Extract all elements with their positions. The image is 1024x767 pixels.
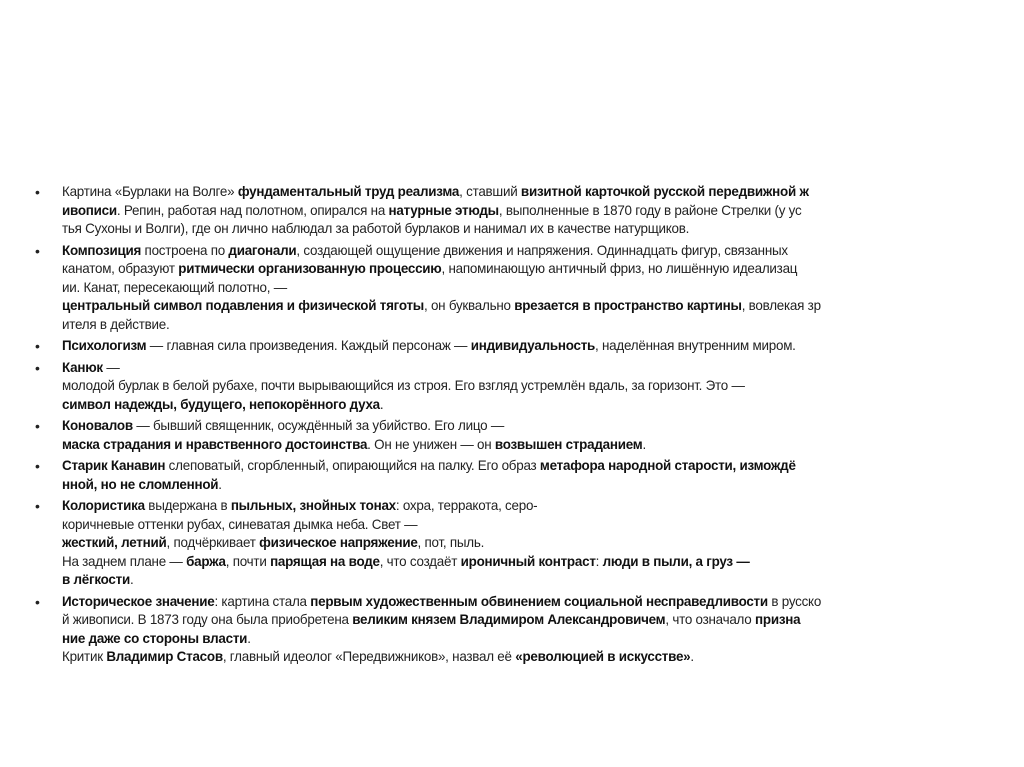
- bold-text: люди в пыли, а груз —: [602, 553, 750, 569]
- text: На заднем плане —: [62, 553, 187, 569]
- list-item: [0, 359, 1024, 415]
- list-item: [0, 337, 1024, 356]
- text: , подчёркивает: [166, 535, 260, 550]
- text: . Репин, работая над полотном, опирался на: [116, 202, 389, 218]
- bold-text: возвышен страданием: [494, 436, 643, 452]
- bold-text: парящая на воде: [270, 553, 380, 569]
- bullet-icon: •: [35, 184, 40, 200]
- bullet-icon: •: [35, 359, 40, 376]
- text: — бывший священник, осуждённый за убийство. Его лицо —: [132, 418, 505, 433]
- text-line: [62, 359, 1012, 378]
- text-line: [62, 516, 1012, 535]
- bold-text: метафора народной старости, измождё: [539, 458, 796, 473]
- bold-text: Композиция: [62, 242, 142, 258]
- text: .: [642, 436, 646, 452]
- text-line: [62, 316, 1012, 335]
- text: , наделённая внутренним миром.: [595, 338, 796, 353]
- list-item: [0, 593, 1024, 667]
- text: слеповатый, сгорбленный, опирающийся на палку. Его образ: [165, 458, 540, 473]
- bold-text: ритмически организованную процессию: [178, 261, 442, 276]
- text-line: [62, 279, 1012, 298]
- text-line: [62, 534, 1012, 553]
- text: , создающей ощущение движения и напряжения. Одиннадцать фигур, связанных: [296, 242, 788, 258]
- text: ии. Канат, пересекающий полотно, —: [62, 279, 287, 295]
- bold-text: первым художественным обвинением социальной несправедливости: [310, 593, 768, 609]
- text-line: [62, 242, 1012, 261]
- text: в русско: [767, 593, 822, 609]
- text-line: [62, 396, 1012, 415]
- text: тья Сухоны и Волги), где он лично наблюдал за работой бурлаков и нанимал их в качестве натурщиков.: [62, 221, 690, 236]
- text: канатом, образуют: [62, 261, 179, 276]
- bold-text: призна: [755, 612, 801, 627]
- bold-text: ивописи: [62, 202, 117, 218]
- text: . Он не унижен — он: [367, 436, 495, 452]
- bold-text: Старик Канавин: [62, 458, 166, 473]
- bullet-icon: •: [35, 498, 40, 514]
- text: Картина «Бурлаки на Волге»: [62, 184, 238, 199]
- text: :: [595, 553, 603, 569]
- bold-text: в лёгкости: [62, 572, 130, 587]
- bullet-list: [0, 183, 1024, 670]
- text: , почти: [225, 553, 271, 569]
- bold-text: «революцией в искусстве»: [515, 649, 691, 664]
- bold-text: Колористика: [62, 498, 145, 513]
- text: — главная сила произведения. Каждый персонаж —: [146, 338, 471, 353]
- text-line: [62, 417, 1012, 436]
- text-line: [62, 630, 1012, 649]
- bullet-icon: •: [35, 458, 40, 474]
- text: коричневые оттенки рубах, синеватая дымка неба. Свет —: [62, 516, 418, 532]
- text: ителя в действие.: [62, 316, 170, 332]
- bold-text: великим князем Владимиром Александровичем: [352, 612, 666, 627]
- text-line: [62, 337, 1012, 356]
- text: , пот, пыль.: [417, 535, 485, 550]
- bold-text: физическое напряжение: [259, 535, 418, 550]
- text: построена по: [141, 242, 229, 258]
- bold-text: символ надежды, будущего, непокорённого духа: [62, 396, 380, 412]
- text: .: [218, 476, 222, 492]
- text-line: [62, 476, 1012, 495]
- bold-text: визитной карточкой русской передвижной ж: [520, 184, 809, 199]
- bold-text: диагонали: [228, 242, 297, 258]
- list-item: [0, 183, 1024, 239]
- text: й живописи. В 1873 году она была приобретена: [62, 612, 353, 627]
- bold-text: Историческое значение: [62, 593, 215, 609]
- bullet-icon: •: [35, 338, 40, 354]
- bold-text: Коновалов: [62, 418, 133, 433]
- text: , что означало: [665, 612, 756, 627]
- list-item: [0, 242, 1024, 335]
- list-item: [0, 457, 1024, 494]
- bold-text: Психологизм: [62, 338, 147, 353]
- text: , он буквально: [423, 298, 515, 313]
- text-line: [62, 457, 1012, 476]
- text-line: [62, 497, 1012, 516]
- text: , напоминающую античный фриз, но лишённую идеализац: [441, 261, 798, 276]
- bullet-icon: •: [35, 593, 40, 610]
- bullet-icon: •: [35, 242, 40, 259]
- bold-text: нной, но не сломленной: [62, 476, 219, 492]
- text: .: [379, 396, 384, 412]
- text: Критик: [62, 649, 107, 664]
- list-item: [0, 417, 1024, 454]
- text: , что создаёт: [379, 553, 461, 569]
- bold-text: ироничный контраст: [460, 553, 596, 569]
- bold-text: пыльных, знойных тонах: [230, 498, 396, 513]
- text-line: [62, 611, 1012, 630]
- text: , выполненные в 1870 году в районе Стрелки (у ус: [498, 202, 802, 218]
- text: : картина стала: [214, 593, 311, 609]
- bold-text: врезается в пространство картины: [514, 298, 742, 313]
- text: .: [129, 572, 134, 587]
- text: , ставший: [459, 184, 521, 199]
- bold-text: центральный символ подавления и физической тяготы: [62, 298, 424, 313]
- text: .: [247, 630, 251, 646]
- text-line: [62, 436, 1012, 455]
- text: : охра, терракота, серо-: [395, 498, 538, 513]
- text-line: [62, 220, 1012, 239]
- text: молодой бурлак в белой рубахе, почти вырывающийся из строя. Его взгляд устремлён вдаль, за горизонт. Это —: [62, 378, 745, 393]
- bold-text: фундаментальный труд реализма: [237, 184, 460, 199]
- list-item: [0, 497, 1024, 590]
- text-line: [62, 202, 1012, 221]
- text-line: [62, 183, 1012, 202]
- text-line: [62, 571, 1012, 590]
- text-line: [62, 260, 1012, 279]
- text-line: [62, 593, 1012, 612]
- bold-text: индивидуальность: [470, 338, 596, 353]
- bold-text: Владимир Стасов: [106, 649, 223, 664]
- text: выдержана в: [144, 498, 231, 513]
- bold-text: маска страдания и нравственного достоинства: [62, 436, 368, 452]
- bullet-icon: •: [35, 418, 40, 434]
- bold-text: натурные этюды: [388, 202, 499, 218]
- text: .: [690, 649, 694, 664]
- text: —: [102, 359, 120, 375]
- bold-text: ние даже со стороны власти: [62, 630, 248, 646]
- text-line: [62, 297, 1012, 316]
- text-line: [62, 648, 1012, 667]
- text: , главный идеолог «Передвижников», назвал её: [222, 649, 516, 664]
- text: , вовлекая зр: [741, 298, 821, 313]
- bold-text: баржа: [186, 553, 226, 569]
- bold-text: жесткий, летний: [62, 535, 167, 550]
- text-line: [62, 553, 1012, 572]
- bold-text: Канюк: [62, 359, 103, 375]
- text-line: [62, 377, 1012, 396]
